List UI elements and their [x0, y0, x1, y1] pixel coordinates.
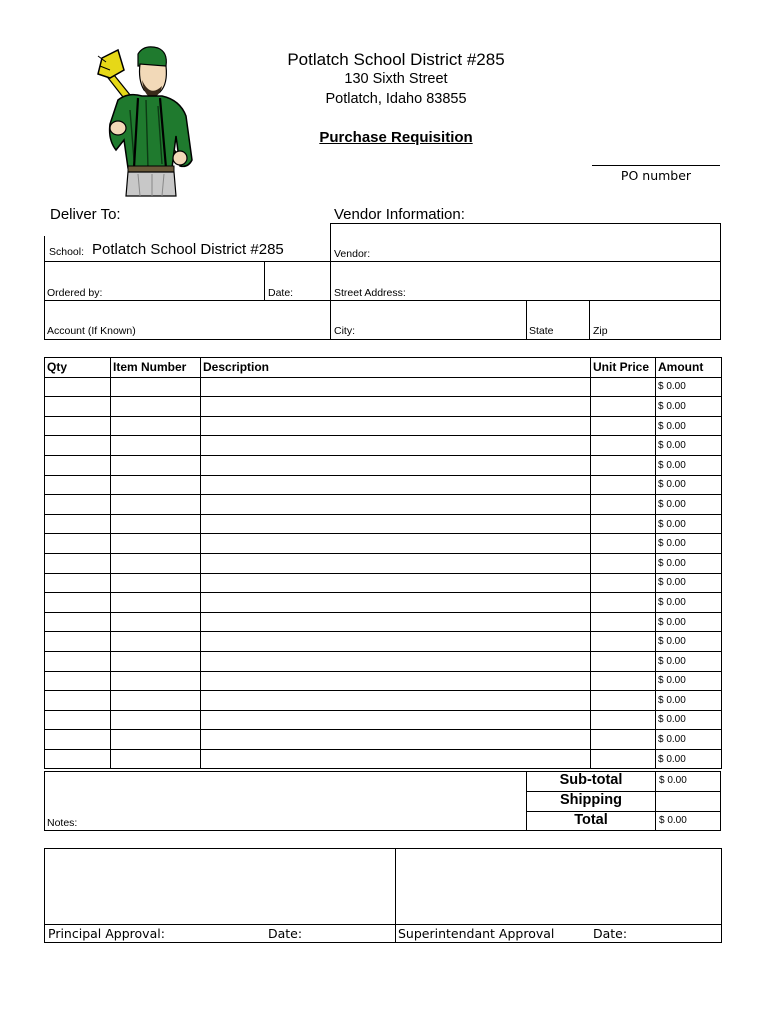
- grid-line: [655, 771, 656, 830]
- item-number-cell[interactable]: [111, 710, 201, 730]
- table-row: [45, 495, 722, 515]
- unit-price-cell[interactable]: [591, 534, 656, 554]
- deliver-to-heading: Deliver To:: [50, 206, 121, 223]
- amount-cell: $ 0.00: [656, 397, 722, 417]
- item-number-cell[interactable]: [111, 514, 201, 534]
- description-cell[interactable]: [201, 416, 591, 436]
- unit-price-cell[interactable]: [591, 671, 656, 691]
- table-row: [45, 691, 722, 711]
- item-number-cell[interactable]: [111, 495, 201, 515]
- table-row: [45, 377, 722, 397]
- amount-cell: $ 0.00: [656, 455, 722, 475]
- grid-line: [264, 261, 265, 300]
- unit-price-cell[interactable]: [591, 455, 656, 475]
- item-number-cell[interactable]: [111, 651, 201, 671]
- description-cell[interactable]: [201, 730, 591, 750]
- qty-cell[interactable]: [45, 691, 111, 711]
- unit-price-cell[interactable]: [591, 691, 656, 711]
- unit-price-cell[interactable]: [591, 553, 656, 573]
- form-title: Purchase Requisition: [319, 129, 473, 146]
- grid-line: [330, 223, 331, 339]
- table-row: [45, 593, 722, 613]
- city-label: City:: [334, 325, 355, 337]
- po-number-label: PO number: [620, 168, 692, 183]
- description-cell[interactable]: [201, 377, 591, 397]
- total-value: $ 0.00: [659, 815, 687, 826]
- table-row: [45, 651, 722, 671]
- qty-cell[interactable]: [45, 671, 111, 691]
- amount-cell: $ 0.00: [656, 573, 722, 593]
- grid-line: [44, 924, 721, 925]
- amount-cell: $ 0.00: [656, 475, 722, 495]
- table-row: [45, 397, 722, 417]
- grid-line: [395, 848, 396, 942]
- subtotal-value: $ 0.00: [659, 775, 687, 786]
- description-cell[interactable]: [201, 651, 591, 671]
- item-number-cell[interactable]: [111, 573, 201, 593]
- amount-cell: $ 0.00: [656, 730, 722, 750]
- qty-cell[interactable]: [45, 436, 111, 456]
- date-label: Date:: [268, 287, 294, 299]
- lumberjack-mascot-icon: [88, 40, 198, 198]
- address-line-1: 130 Sixth Street: [344, 71, 448, 87]
- item-number-cell[interactable]: [111, 671, 201, 691]
- unit-price-cell[interactable]: [591, 593, 656, 613]
- amount-cell: $ 0.00: [656, 593, 722, 613]
- amount-cell: $ 0.00: [656, 710, 722, 730]
- column-header-unit-price: Unit Price: [591, 358, 656, 378]
- unit-price-cell[interactable]: [591, 495, 656, 515]
- table-row: [45, 749, 722, 769]
- amount-cell: $ 0.00: [656, 495, 722, 515]
- amount-cell: $ 0.00: [656, 671, 722, 691]
- item-number-cell[interactable]: [111, 730, 201, 750]
- vendor-information-heading: Vendor Information:: [334, 206, 465, 223]
- unit-price-cell[interactable]: [591, 651, 656, 671]
- qty-cell[interactable]: [45, 730, 111, 750]
- table-row: [45, 671, 722, 691]
- unit-price-cell[interactable]: [591, 475, 656, 495]
- item-number-cell[interactable]: [111, 436, 201, 456]
- description-cell[interactable]: [201, 436, 591, 456]
- amount-cell: $ 0.00: [656, 436, 722, 456]
- qty-cell[interactable]: [45, 553, 111, 573]
- item-number-cell[interactable]: [111, 475, 201, 495]
- unit-price-cell[interactable]: [591, 377, 656, 397]
- amount-cell: $ 0.00: [656, 553, 722, 573]
- qty-cell[interactable]: [45, 749, 111, 769]
- description-cell[interactable]: [201, 671, 591, 691]
- table-row: [45, 475, 722, 495]
- description-cell[interactable]: [201, 612, 591, 632]
- grid-line: [330, 223, 721, 224]
- item-number-cell[interactable]: [111, 691, 201, 711]
- principal-signature-field[interactable]: [46, 850, 393, 922]
- state-label: State: [529, 325, 554, 337]
- grid-line: [44, 830, 721, 831]
- total-label: Total: [574, 812, 608, 828]
- description-cell[interactable]: [201, 534, 591, 554]
- amount-cell: $ 0.00: [656, 691, 722, 711]
- notes-label: Notes:: [47, 817, 78, 829]
- unit-price-cell[interactable]: [591, 632, 656, 652]
- qty-cell[interactable]: [45, 514, 111, 534]
- grid-line: [720, 223, 721, 339]
- qty-cell[interactable]: [45, 377, 111, 397]
- address-line-2: Potlatch, Idaho 83855: [325, 91, 467, 107]
- amount-cell: $ 0.00: [656, 612, 722, 632]
- table-row: [45, 632, 722, 652]
- items-header-row: [45, 358, 722, 378]
- description-cell[interactable]: [201, 553, 591, 573]
- unit-price-cell[interactable]: [591, 416, 656, 436]
- table-row: [45, 534, 722, 554]
- amount-cell: $ 0.00: [656, 416, 722, 436]
- unit-price-cell[interactable]: [591, 730, 656, 750]
- qty-cell[interactable]: [45, 632, 111, 652]
- school-value-field[interactable]: Potlatch School District #285: [92, 241, 284, 258]
- grid-line: [44, 236, 45, 339]
- description-cell[interactable]: [201, 475, 591, 495]
- description-cell[interactable]: [201, 710, 591, 730]
- ordered-by-label: Ordered by:: [47, 287, 103, 299]
- amount-cell: $ 0.00: [656, 534, 722, 554]
- grid-line: [44, 339, 721, 340]
- grid-line: [720, 771, 721, 830]
- item-number-cell[interactable]: [111, 632, 201, 652]
- amount-cell: $ 0.00: [656, 514, 722, 534]
- subtotal-label: Sub-total: [559, 772, 623, 788]
- table-row: [45, 553, 722, 573]
- qty-cell[interactable]: [45, 397, 111, 417]
- qty-cell[interactable]: [45, 710, 111, 730]
- grid-line: [589, 300, 590, 339]
- qty-cell[interactable]: [45, 495, 111, 515]
- table-row: [45, 573, 722, 593]
- table-row: [45, 436, 722, 456]
- grid-line: [44, 771, 45, 830]
- zip-label: Zip: [593, 325, 608, 337]
- item-number-cell[interactable]: [111, 416, 201, 436]
- items-table: [44, 357, 722, 769]
- description-cell[interactable]: [201, 573, 591, 593]
- grid-line: [526, 300, 527, 339]
- qty-cell[interactable]: [45, 455, 111, 475]
- description-cell[interactable]: [201, 593, 591, 613]
- unit-price-cell[interactable]: [591, 612, 656, 632]
- unit-price-cell[interactable]: [591, 573, 656, 593]
- unit-price-cell[interactable]: [591, 397, 656, 417]
- table-row: [45, 416, 722, 436]
- superintendent-date-label: Date:: [593, 926, 628, 941]
- table-row: [45, 455, 722, 475]
- item-number-cell[interactable]: [111, 397, 201, 417]
- item-number-cell[interactable]: [111, 455, 201, 475]
- item-number-cell[interactable]: [111, 593, 201, 613]
- district-title: Potlatch School District #285: [287, 50, 505, 69]
- principal-approval-label: Principal Approval:: [48, 926, 165, 941]
- description-cell[interactable]: [201, 495, 591, 515]
- amount-cell: $ 0.00: [656, 651, 722, 671]
- unit-price-cell[interactable]: [591, 514, 656, 534]
- grid-line: [44, 300, 721, 301]
- item-number-cell[interactable]: [111, 534, 201, 554]
- shipping-label: Shipping: [559, 792, 622, 808]
- qty-cell[interactable]: [45, 593, 111, 613]
- superintendent-signature-field[interactable]: [397, 850, 718, 922]
- description-cell[interactable]: [201, 749, 591, 769]
- grid-line: [44, 261, 721, 262]
- po-number-field[interactable]: [592, 165, 720, 166]
- item-number-cell[interactable]: [111, 553, 201, 573]
- column-header-amount: Amount: [656, 358, 722, 378]
- street-address-label: Street Address:: [334, 287, 406, 299]
- principal-date-label: Date:: [268, 926, 303, 941]
- unit-price-cell[interactable]: [591, 749, 656, 769]
- amount-cell: $ 0.00: [656, 377, 722, 397]
- qty-cell[interactable]: [45, 475, 111, 495]
- description-cell[interactable]: [201, 514, 591, 534]
- column-header-qty: Qty: [45, 358, 111, 378]
- item-number-cell[interactable]: [111, 749, 201, 769]
- column-header-item-number: Item Number: [111, 358, 201, 378]
- description-cell[interactable]: [201, 397, 591, 417]
- description-cell[interactable]: [201, 632, 591, 652]
- table-row: [45, 710, 722, 730]
- table-row: [45, 730, 722, 750]
- vendor-label: Vendor:: [334, 248, 371, 260]
- account-label: Account (If Known): [47, 325, 136, 337]
- table-row: [45, 514, 722, 534]
- superintendent-approval-label: Superintendant Approval: [398, 926, 555, 941]
- shipping-field[interactable]: [659, 795, 717, 809]
- amount-cell: $ 0.00: [656, 632, 722, 652]
- qty-cell[interactable]: [45, 651, 111, 671]
- item-number-cell[interactable]: [111, 612, 201, 632]
- qty-cell[interactable]: [45, 534, 111, 554]
- description-cell[interactable]: [201, 455, 591, 475]
- column-header-description: Description: [201, 358, 591, 378]
- description-cell[interactable]: [201, 691, 591, 711]
- unit-price-cell[interactable]: [591, 710, 656, 730]
- qty-cell[interactable]: [45, 416, 111, 436]
- qty-cell[interactable]: [45, 612, 111, 632]
- unit-price-cell[interactable]: [591, 436, 656, 456]
- table-row: [45, 612, 722, 632]
- item-number-cell[interactable]: [111, 377, 201, 397]
- school-label: School:: [49, 246, 85, 258]
- qty-cell[interactable]: [45, 573, 111, 593]
- amount-cell: $ 0.00: [656, 749, 722, 769]
